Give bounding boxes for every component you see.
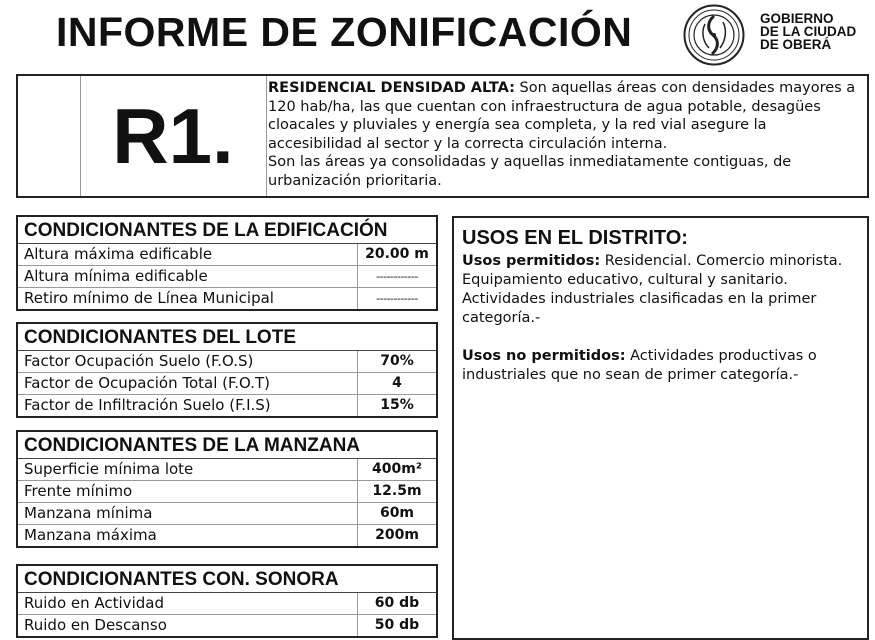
row-value: 200m [357, 525, 436, 546]
row-label: Manzana mínima [24, 504, 153, 522]
government-line-2: DE LA CIUDAD [760, 24, 857, 39]
zone-description-text: Son aquellas áreas con densidades mayores a 120 hab/ha, las que cuentan con infraestructura de agua potable, desagües cloacales y pluviales y energía sea completa, y la red vial asegure la accesibilidad al sector y la correcta circulación interna. [268, 80, 856, 152]
usos-title: USOS EN EL DISTRITO: [462, 227, 688, 249]
row-value: 50 db [357, 615, 436, 636]
row-label: Superficie mínima lote [24, 460, 194, 478]
panel-manzana [16, 430, 438, 548]
zone-color-cell [18, 76, 81, 196]
usos-permitidos-text: Residencial. Comercio minorista. Equipamiento educativo, cultural y sanitario. Actividades industriales clasificadas en la primer categoría.- [462, 253, 843, 326]
panel-title: CONDICIONANTES DEL LOTE [18, 324, 436, 351]
table-row [18, 372, 436, 394]
usos-panel [452, 216, 869, 640]
municipal-seal-icon [683, 4, 745, 66]
row-value: 70% [357, 351, 436, 372]
row-label: Manzana máxima [24, 526, 157, 544]
usos-no-permitidos-text: Actividades productivas o industriales que no sean de primer categoría.- [462, 348, 817, 383]
row-value: 20.00 m [357, 244, 436, 265]
table-row [18, 459, 436, 480]
row-label: Altura máxima edificable [24, 245, 213, 263]
page-title: INFORME DE ZONIFICACIÓN [56, 9, 633, 55]
row-label: Factor de Ocupación Total (F.O.T) [24, 374, 270, 392]
zone-code: R1. [80, 76, 267, 196]
zone-description-text-2: Son las áreas ya consolidadas y aquellas inmediatamente contiguas, de urbanización prioritaria. [268, 154, 792, 189]
row-label: Ruido en Actividad [24, 594, 164, 612]
table-row [18, 287, 436, 309]
zone-box [16, 74, 869, 198]
usos-no-permitidos [462, 347, 859, 385]
row-value: 400m² [357, 459, 436, 480]
row-label: Factor de Infiltración Suelo (F.I.S) [24, 396, 271, 414]
panel-title: CONDICIONANTES CON. SONORA [18, 566, 436, 593]
table-row [18, 614, 436, 636]
table-row [18, 394, 436, 416]
row-value: ------------ [357, 288, 436, 309]
row-label: Retiro mínimo de Línea Municipal [24, 289, 274, 307]
table-row [18, 244, 436, 265]
table-row [18, 502, 436, 524]
table-row [18, 593, 436, 614]
panel-edificacion [16, 215, 438, 311]
row-value: 60m [357, 503, 436, 524]
government-name [760, 12, 856, 51]
row-label: Frente mínimo [24, 482, 133, 500]
usos-no-permitidos-label: Usos no permitidos: [462, 348, 626, 364]
usos-permitidos [462, 252, 859, 328]
table-row [18, 524, 436, 546]
row-value: 4 [357, 373, 436, 394]
zone-heading: RESIDENCIAL DENSIDAD ALTA: [268, 80, 515, 96]
row-value: ------------ [357, 266, 436, 287]
table-row [18, 265, 436, 287]
panel-sonora [16, 564, 438, 638]
row-value: 15% [357, 395, 436, 416]
panel-title: CONDICIONANTES DE LA MANZANA [18, 432, 436, 459]
government-line-1: GOBIERNO [760, 11, 834, 26]
panel-title: CONDICIONANTES DE LA EDIFICACIÓN [18, 217, 436, 244]
government-line-3: DE OBERÁ [760, 37, 832, 52]
zone-description [268, 79, 861, 190]
row-value: 12.5m [357, 481, 436, 502]
row-label: Altura mínima edificable [24, 267, 208, 285]
row-value: 60 db [357, 593, 436, 614]
panel-lote [16, 322, 438, 418]
usos-permitidos-label: Usos permitidos: [462, 253, 601, 269]
table-row [18, 351, 436, 372]
row-label: Factor Ocupación Suelo (F.O.S) [24, 352, 254, 370]
table-row [18, 480, 436, 502]
row-label: Ruido en Descanso [24, 616, 167, 634]
